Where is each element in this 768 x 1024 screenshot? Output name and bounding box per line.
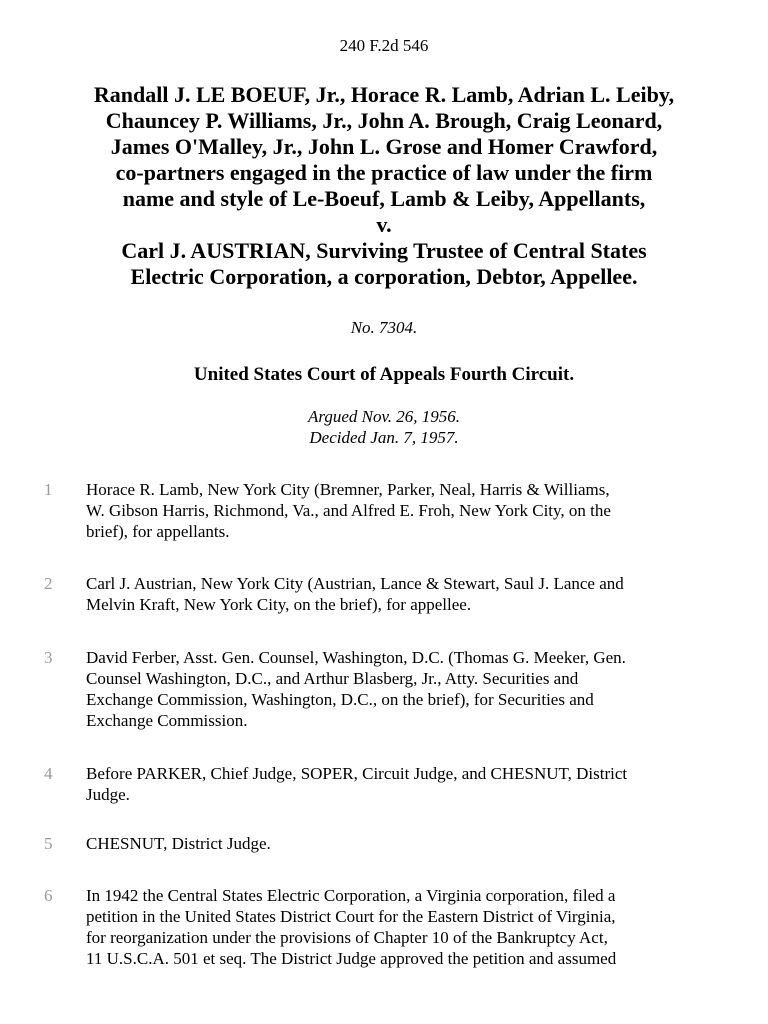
case-dates [0, 406, 768, 448]
caption-line: Carl J. AUSTRIAN, Surviving Trustee of Central States [121, 238, 647, 263]
caption-line: Randall J. LE BOEUF, Jr., Horace R. Lamb, Adrian L. Leiby, [93, 82, 675, 107]
paragraph-number: 4 [44, 764, 53, 783]
paragraph-text [86, 833, 736, 854]
paragraph-line: Carl J. Austrian, New York City (Austrian, Lance & Stewart, Saul J. Lance and [86, 574, 624, 593]
paragraph-number: 3 [44, 648, 53, 667]
paragraph-line: Counsel Washington, D.C., and Arthur Blasberg, Jr., Atty. Securities and [86, 669, 579, 688]
paragraph-line: Exchange Commission, Washington, D.C., on the brief), for Securities and [86, 690, 594, 709]
paragraph-number: 5 [44, 834, 53, 853]
paragraph-text [86, 885, 736, 969]
caption-line: James O'Malley, Jr., John L. Grose and Homer Crawford, [110, 134, 658, 159]
caption-line: Electric Corporation, a corporation, Debtor, Appellee. [130, 264, 638, 289]
paragraph-line: 11 U.S.C.A. 501 et seq. The District Judge approved the petition and assumed [86, 949, 617, 968]
docket-number: No. 7304. [350, 318, 418, 337]
paragraph-line: petition in the United States District Court for the Eastern District of Virginia, [86, 907, 616, 926]
paragraph-text [86, 573, 736, 615]
paragraph-text [86, 763, 736, 805]
paragraph-line: Exchange Commission. [86, 711, 248, 730]
caption-versus: v. [376, 212, 392, 237]
paragraph-line: Before PARKER, Chief Judge, SOPER, Circuit Judge, and CHESNUT, District [86, 764, 628, 783]
paragraph-line: for reorganization under the provisions of Chapter 10 of the Bankruptcy Act, [86, 928, 608, 947]
caption-line: co-partners engaged in the practice of law under the firm [115, 160, 653, 185]
court-name: United States Court of Appeals Fourth Circuit. [193, 364, 575, 385]
citation: 240 F.2d 546 [339, 36, 429, 55]
paragraph-line: Horace R. Lamb, New York City (Bremner, Parker, Neal, Harris & Williams, [86, 480, 610, 499]
caption-line: Chauncey P. Williams, Jr., John A. Brough, Craig Leonard, [105, 108, 663, 133]
decided-date: Decided Jan. 7, 1957. [309, 428, 459, 447]
case-caption [40, 82, 728, 290]
paragraph-line: Judge. [86, 785, 130, 804]
paragraph-line: David Ferber, Asst. Gen. Counsel, Washington, D.C. (Thomas G. Meeker, Gen. [86, 648, 626, 667]
paragraph-text [86, 647, 736, 731]
caption-line: name and style of Le-Boeuf, Lamb & Leiby, Appellants, [122, 186, 646, 211]
paragraph-line: CHESNUT, District Judge. [86, 834, 271, 853]
paragraph-number: 6 [44, 886, 53, 905]
paragraph-line: brief), for appellants. [86, 522, 230, 541]
argued-date: Argued Nov. 26, 1956. [307, 407, 461, 426]
paragraph-text [86, 479, 736, 542]
paragraph-line: In 1942 the Central States Electric Corporation, a Virginia corporation, filed a [86, 886, 616, 905]
paragraph-line: Melvin Kraft, New York City, on the brief), for appellee. [86, 595, 472, 614]
paragraph-number: 1 [44, 480, 53, 499]
paragraph-number: 2 [44, 574, 53, 593]
paragraph-line: W. Gibson Harris, Richmond, Va., and Alfred E. Froh, New York City, on the [86, 501, 611, 520]
